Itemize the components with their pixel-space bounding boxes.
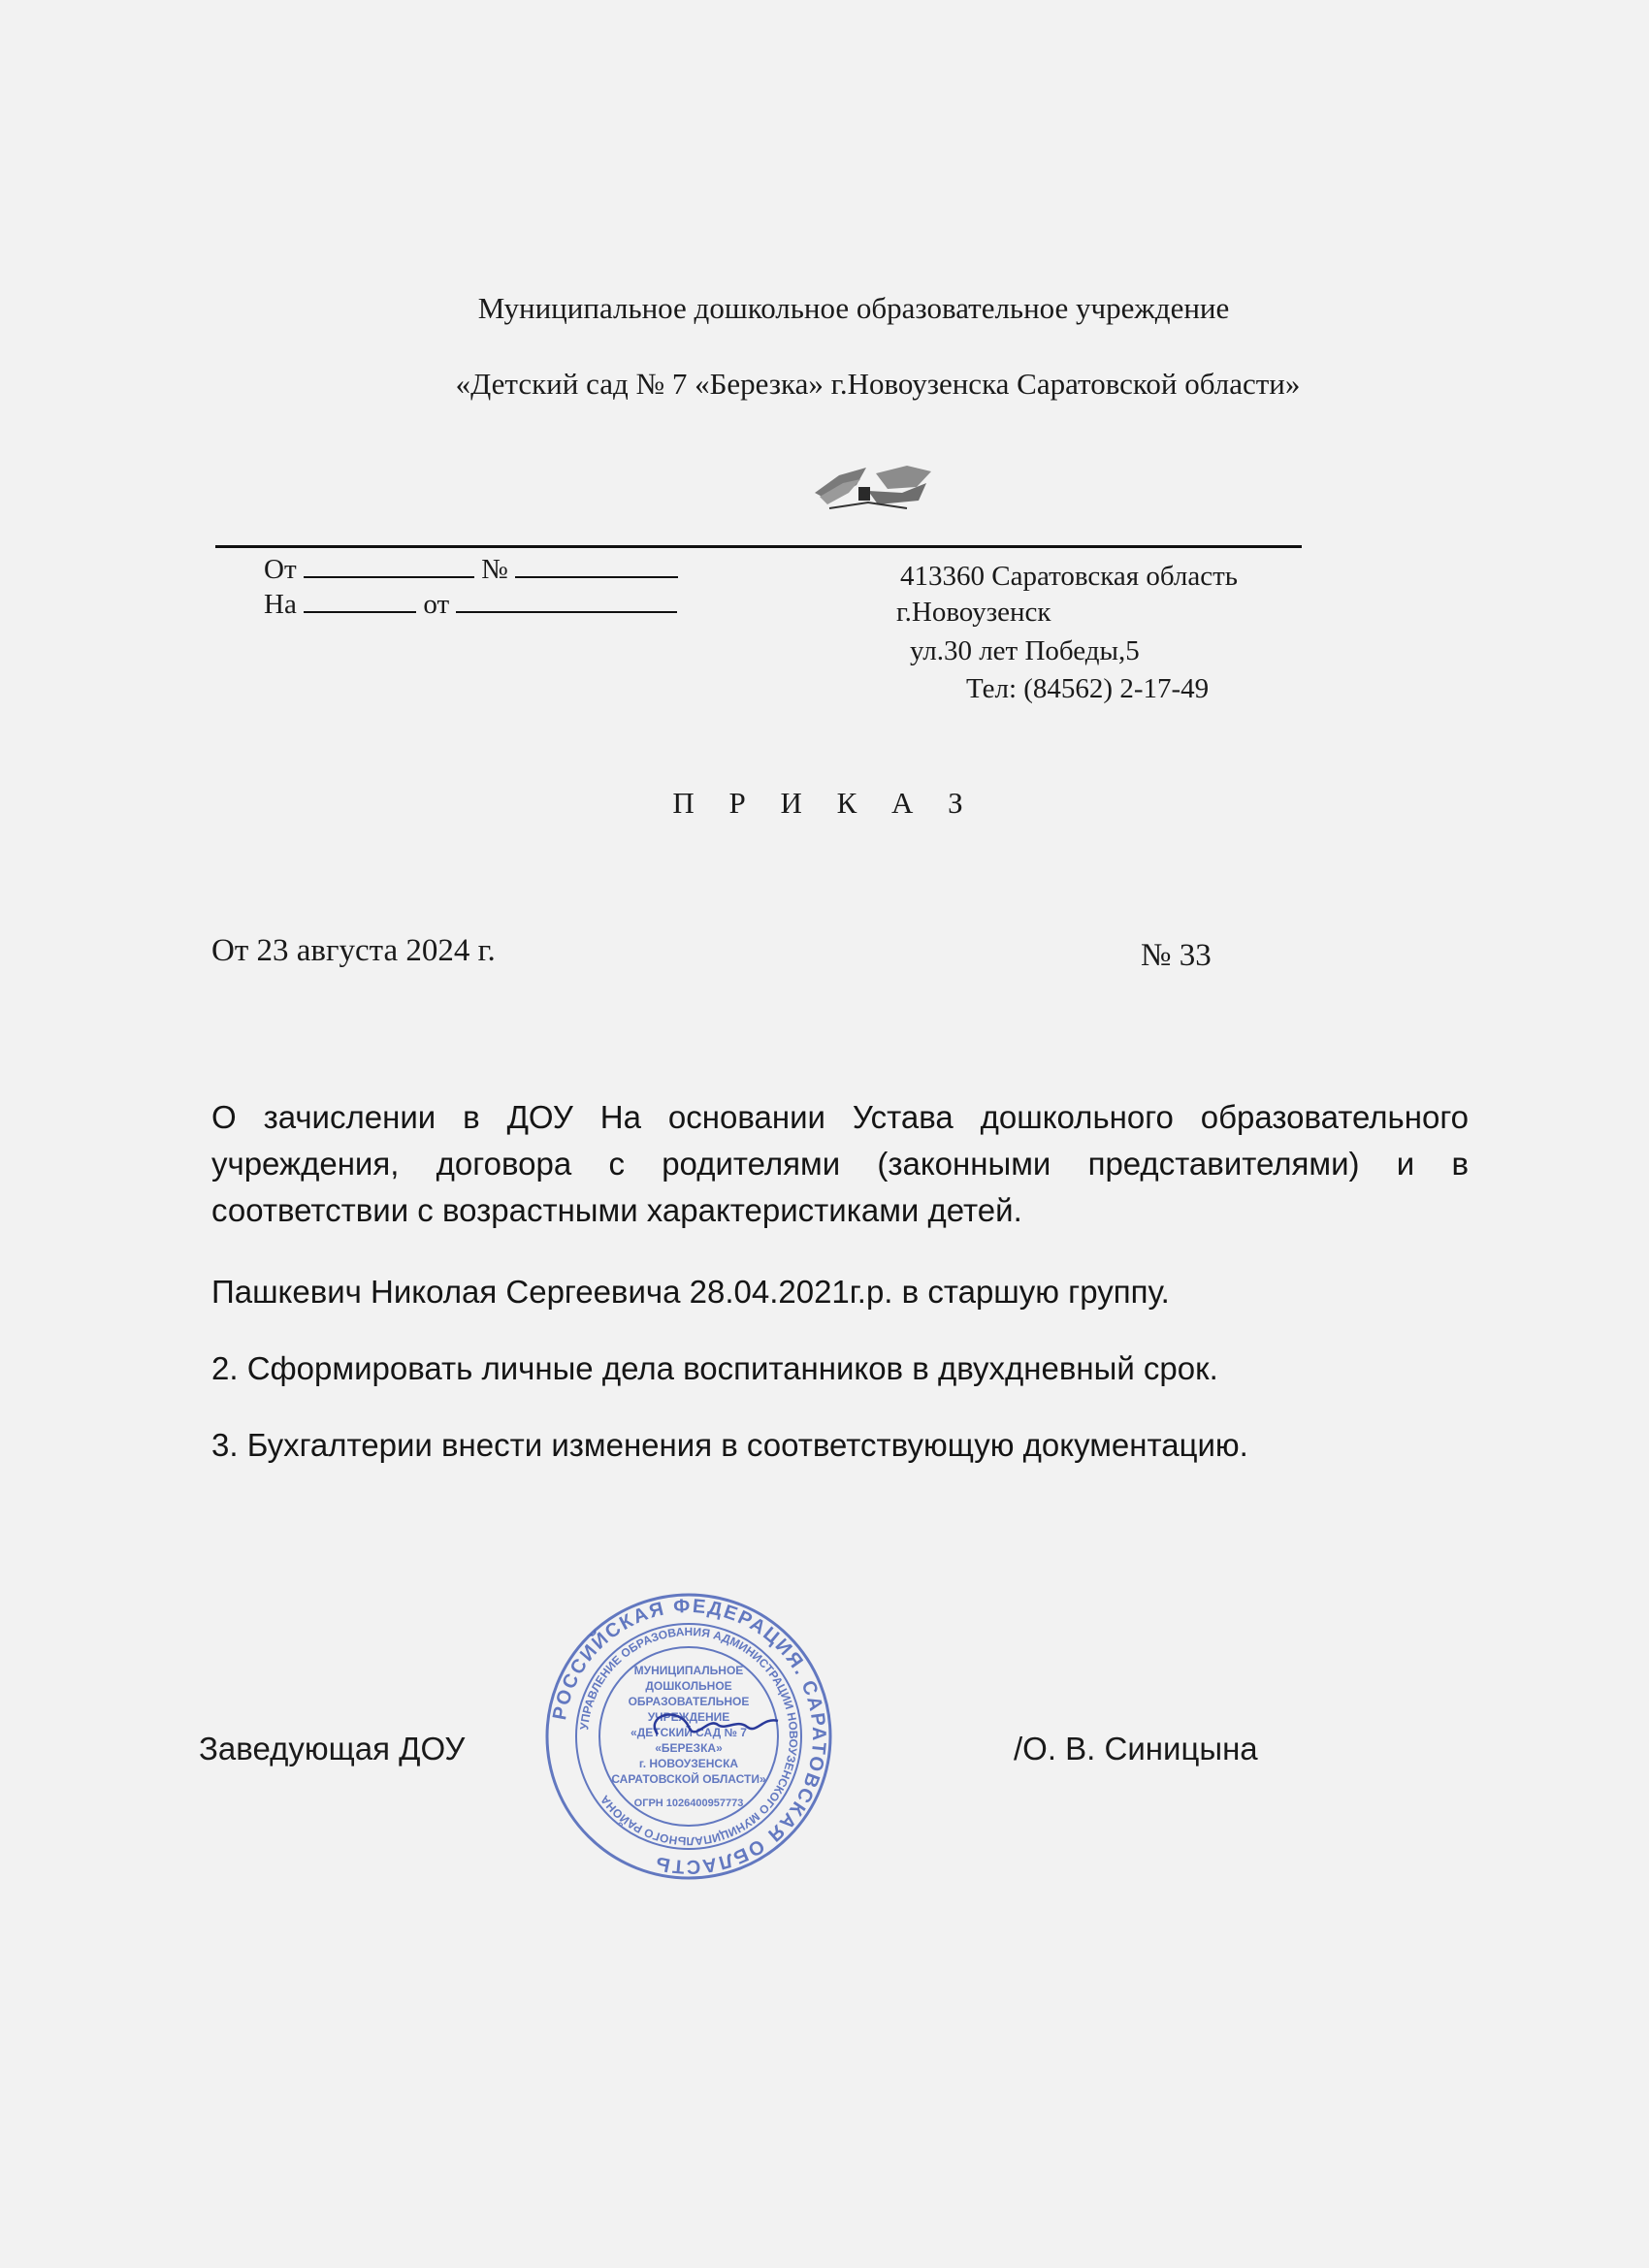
stamp-line-4: УЧРЕЖДЕНИЕ — [647, 1710, 730, 1724]
outgoing-number-blank — [515, 553, 678, 578]
order-item-2: 2. Сформировать личные дела воспитанников в двухдневный срок. — [211, 1350, 1218, 1386]
stamp-line-3: ОБРАЗОВАТЕЛЬНОЕ — [628, 1695, 750, 1708]
order-item-1: Пашкевич Николая Сергеевича 28.04.2021г.р. в старшую группу. — [211, 1274, 1170, 1310]
signatory-name: /О. В. Синицына — [1014, 1731, 1258, 1766]
svg-text:УПРАВЛЕНИЕ ОБРАЗОВАНИЯ АДМИНИС: УПРАВЛЕНИЕ ОБРАЗОВАНИЯ АДМИНИСТРАЦИИ НОВОУЗЕНСКОГО МУНИЦИПАЛЬНОГО РАЙОНА — [577, 1624, 801, 1849]
stamp-line-8: САРАТОВСКОЙ ОБЛАСТИ» — [611, 1772, 766, 1786]
outgoing-ref-line — [264, 553, 678, 586]
stamp-line-1: МУНИЦИПАЛЬНОЕ — [633, 1664, 744, 1677]
number-sign: № — [481, 554, 508, 585]
reply-label: На — [264, 589, 297, 620]
order-number: № 33 — [1141, 938, 1212, 973]
birch-school-logo-icon — [810, 454, 936, 522]
order-date: От 23 августа 2024 г. — [211, 933, 496, 968]
reply-from-label: от — [423, 589, 450, 620]
phone-line: Тел: (84562) 2-17-49 — [966, 673, 1210, 704]
stamp-line-7: г. НОВОУЗЕНСКА — [638, 1757, 739, 1770]
svg-text:РОССИЙСКАЯ ФЕДЕРАЦИЯ. САРАТОВС: РОССИЙСКАЯ ФЕДЕРАЦИЯ. САРАТОВСКАЯ ОБЛАСТЬ — [549, 1595, 830, 1878]
stamp-line-5: «ДЕТСКИЙ САД № 7 — [630, 1726, 747, 1739]
address-line-2: г.Новоузенск — [896, 597, 1051, 628]
incoming-date-blank — [456, 588, 677, 613]
incoming-number-blank — [304, 588, 416, 613]
address-line-1: 413360 Саратовская область — [900, 561, 1239, 592]
stamp-line-2: ДОШКОЛЬНОЕ — [645, 1679, 732, 1693]
address-line-3: ул.30 лет Победы,5 — [910, 635, 1140, 666]
header-divider — [215, 545, 1302, 548]
org-name-line-2: «Детский сад № 7 «Березка» г.Новоузенска Саратовской области» — [455, 367, 1301, 401]
preamble-text: О зачислении в ДОУ На основании Устава дошкольного образовательного учреждения, договора с родителями (законными представителями) и в соответствии с возрастными характеристиками детей. — [211, 1099, 1469, 1228]
from-label: От — [264, 554, 297, 585]
order-item-3: 3. Бухгалтерии внести изменения в соответствующую документацию. — [211, 1427, 1248, 1463]
signatory-position: Заведующая ДОУ — [199, 1731, 466, 1766]
stamp-ogrn: ОГРН 1026400957773 — [633, 1798, 744, 1809]
org-name-line-1: Муниципальное дошкольное образовательное учреждение — [477, 291, 1230, 325]
document-title: П Р И К А З — [672, 786, 977, 820]
order-preamble — [211, 1094, 1469, 1234]
official-round-stamp — [543, 1591, 834, 1882]
outgoing-date-blank — [304, 553, 474, 578]
incoming-ref-line — [264, 588, 677, 621]
stamp-line-6: «БЕРЕЗКА» — [655, 1741, 723, 1755]
